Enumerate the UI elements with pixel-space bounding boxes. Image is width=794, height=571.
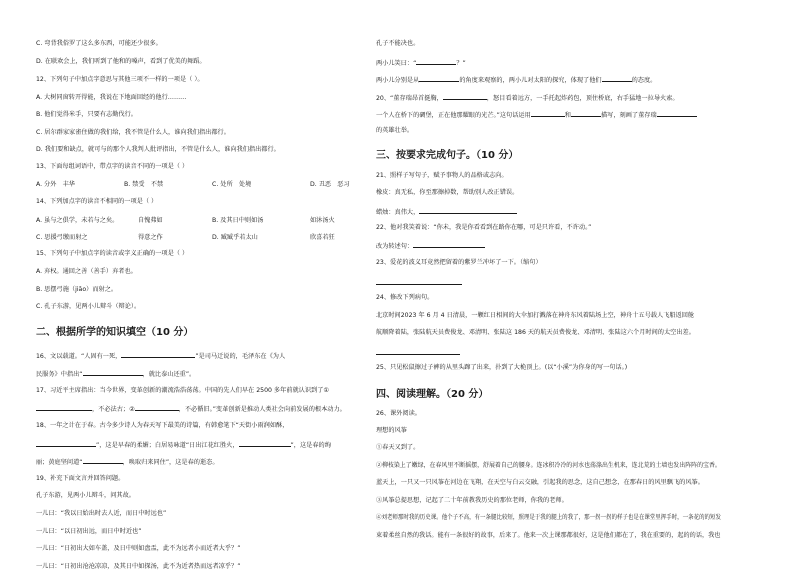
- question-16-line1: [36, 351, 285, 361]
- q20-text-e: 描写，刻画了董存瑞: [600, 112, 657, 119]
- question-20-line1: [376, 93, 679, 103]
- q18-blank-3[interactable]: [83, 457, 123, 464]
- q18-text-e: ，唤取归来同住”，这是春的逝态。: [122, 459, 219, 466]
- question-13: 13、下面每组词语中，带点字的读音不同的一项是（ ）: [36, 163, 189, 170]
- q23-answer-blank[interactable]: [376, 284, 462, 285]
- question-25: 25、只见松鼠擦过子裤的从里头蹿了出来，扑到了大桅顶上。(以“小溪”为你身的写一句话。): [376, 364, 628, 371]
- q21-example: 橡皮：真无私，你至那擦掉数，帮助别人改正错误。: [376, 189, 519, 196]
- q20-blank-1[interactable]: [443, 93, 487, 100]
- q15-option-b: B. 思摆弓施（jiāo）而射之。: [36, 286, 118, 293]
- q14-option: 欣喜若狂: [310, 234, 335, 241]
- q16-text-d: ，就比泰山还重”。: [142, 371, 196, 378]
- question-22: 22、他对我笑着说：“你未，我是你看看到在路你在哪，可是只许看，不许动。”: [376, 224, 592, 231]
- q19-line: 一儿曰：“日初出沧沧凉凉，及其日中如探汤，此不为近者热而远者凉乎？”: [36, 563, 241, 570]
- q20-text-b: ，怒目看着远方，一手托起炸药包，顶住桥底，右手猛地一拉导火索。: [486, 95, 679, 102]
- q17-blank-2[interactable]: [135, 404, 179, 411]
- q19-line: 一儿曰：“以日初出远，而日中时近也”: [36, 528, 142, 535]
- q16-text-a: 16、文以载道。“人固有一死，: [36, 353, 122, 360]
- q14-option: 得意之作: [138, 234, 163, 241]
- q13-option: B. 禁受 不禁: [124, 181, 164, 188]
- reading-para-3: ③风筝总提思想，记起了二十年前教我历史的那位老师，你我的老师。: [376, 497, 568, 504]
- reading-para-2-cont: 蓝天上，一只又一只风筝在河边在飞翔，在天空与白云交融，引起我的思念，这自己想念，在那春日的风里飘飞的风筝。: [376, 479, 704, 486]
- question-18-line3: [36, 457, 219, 467]
- question-18-line1: 18、一年之计在于春。古今多少诗人为春天写下最美的诗篇，有韩愈笔下“天街小雨润如酥，: [36, 422, 289, 429]
- q17-text-c: ，不必循旧。”变革创新是推动人类社会向前发展的根本动力。: [178, 406, 346, 413]
- q19-question-a-end: ？”: [456, 60, 466, 67]
- q14-option: A. 虽与之俱学，未若与之矣。: [36, 217, 119, 224]
- q22-prompt: 改为转述句：: [376, 243, 414, 250]
- q21-blank[interactable]: [419, 207, 517, 214]
- q20-blank-4[interactable]: [657, 110, 697, 117]
- q12-option-d: D. 我们要和缺点，就可与的那个人我判人批评指出，不管是什么人，谁向我们指出都行。: [36, 146, 280, 153]
- q12-option-b: B. 他们觉得米手，只要有志勤伐行。: [36, 111, 137, 118]
- question-17-line1: 17、习近平主席指出：当今世界，变革创新的潮流浩浩荡荡。中国的先人们早在 2500 多年前就认识到了①: [36, 387, 329, 394]
- q19-question-a: [376, 58, 466, 68]
- q16-text-c: 民服务》中指出“: [36, 371, 83, 378]
- q20-blank-3[interactable]: [571, 110, 601, 117]
- q16-text-b: ”是司马迁说的，毛泽东在《为人: [195, 353, 286, 360]
- question-21: 21、照样子写句子，赋予事物人的品格或志向。: [376, 172, 508, 179]
- question-19: 19、补充下面文言并回答问题。: [36, 475, 125, 482]
- question-24: 24、修改下列病句。: [376, 294, 434, 301]
- reading-para-2: ②柳枝染上了嫩绿，在春风里不断摇摆，舒展着自己的腰身。连冰积冷冷的河水也荡涤出生机来，连北荒的土墙也发出阵阵的宝香。: [376, 462, 721, 469]
- reading-title: 理想的风筝: [376, 427, 407, 434]
- q12-option-a: A. 大树同窗转开得能，我说在下地面回经的他行………: [36, 94, 187, 101]
- q19-question-b: [376, 75, 656, 85]
- q24-sentence-1: 北京时间2023 年 6 月 4 日清晨，一颗红日相间的大伞加打溅落在神舟东风着陆场上空，神舟十五号载人飞船返回舱: [376, 312, 695, 319]
- q14-option: D. 臧臧乎若太山: [212, 234, 258, 241]
- q16-blank-1[interactable]: [121, 351, 195, 358]
- q17-text-b: ，不必法古；②: [92, 406, 135, 413]
- q19-question-b-text: 两小儿分别是从: [376, 77, 420, 84]
- question-20-line2: [376, 110, 697, 120]
- q14-option: B. 及其日中则如汤: [212, 217, 264, 224]
- q11-option-c: C. 弯背我俗罗了这么多东西，可能还少很多。: [36, 40, 162, 47]
- q18-blank-1[interactable]: [36, 440, 96, 447]
- question-17-line2: [36, 404, 346, 414]
- q22-answer-line: [376, 241, 485, 251]
- q13-option: C. 处所 处境: [212, 181, 252, 188]
- q21-prompt: 蜡烛：真伟大，: [376, 209, 420, 216]
- q15-option-c: C. 孔子东游，见两小儿辩斗（辩论）。: [36, 303, 141, 310]
- q16-blank-2[interactable]: [83, 369, 143, 376]
- q24-answer-blank[interactable]: [376, 354, 460, 355]
- question-20-line3: 的英雄壮举。: [376, 127, 414, 134]
- section-2-title: 二、根据所学的知识填空（10 分）: [36, 327, 194, 338]
- question-15: 15、下列句子中加点字的读音或字义正确的一项是（ ）: [36, 250, 189, 257]
- question-23: 23、爱花的波义耳竟然把留着的紫罗兰冲坏了一下。（缩句）: [376, 259, 542, 266]
- question-26: 26、课外阅读。: [376, 410, 421, 417]
- q19-question-b-end: 的态度。: [631, 77, 657, 84]
- q13-option: A. 分外 丰华: [36, 181, 75, 188]
- q22-blank[interactable]: [413, 241, 485, 248]
- q18-blank-2[interactable]: [239, 440, 291, 447]
- q20-blank-2[interactable]: [531, 110, 565, 117]
- q20-text-a: 20、“董存瑞昂首挺胸，: [376, 95, 443, 102]
- question-18-line2: [36, 440, 331, 450]
- q14-option: 自愧弗如: [138, 217, 163, 224]
- q24-sentence-2: 航顺降着陆，张陆航天员费俊龙、邓清明、张陆这 186 天的航天员费俊龙、邓清明、张陆这六个月时间的太空出差。: [376, 329, 695, 336]
- q15-option-a: A. 弃权。通回之善（善手）弃者也。: [36, 268, 137, 275]
- q12-option-c: C. 居尔群家家雀住做的我们给，我不管是什么人，谁向我们指出都行。: [36, 129, 230, 136]
- q19-intro: 孔子东游，见两小儿辩斗，问其故。: [36, 492, 135, 499]
- q17-blank-1[interactable]: [36, 404, 92, 411]
- q19-question-b-mid: 的角度来观察的，两小儿对太阳的探究，体现了他们: [459, 77, 602, 84]
- question-16-line2: [36, 369, 195, 379]
- q19-blank-c[interactable]: [602, 75, 632, 82]
- reading-para-1: ①春天又到了。: [376, 444, 420, 451]
- question-14: 14、下列加点字的读音不相同的一项是（ ）: [36, 198, 158, 205]
- q20-text-d: 和: [564, 112, 571, 119]
- q13-option: D. 丑恶 恶习: [310, 181, 350, 188]
- q18-text-b: ”，这是早春的柔媚；白居易咏道“日出江花红胜火，: [96, 442, 239, 449]
- reading-para-4: ④刘老师那时我的历史课。他个子不高，有一条腿比较短，照理是于我的腿上的我了，那一拐一拐的样子也是在课堂里挥手时，一条花的的短发: [376, 514, 721, 521]
- q19-line: 一儿曰：“日初出大如车盖，及日中则如盘盂，此不为远者小而近者大乎？”: [36, 545, 241, 552]
- q21-answer-line: [376, 207, 517, 217]
- q19-blank-a[interactable]: [416, 58, 456, 65]
- q20-text-c: 一个人在桥下的碉堡，正在他那耀眼的光芒。”这句话运用: [376, 112, 531, 119]
- q19-blank-b[interactable]: [419, 75, 459, 82]
- question-12: 12、下列句子中加点字意思与其他三项不一样的一项是（ ）。: [36, 76, 204, 83]
- section-3-title: 三、按要求完成句子。（10 分）: [376, 150, 519, 161]
- q11-option-d: D. 在联欢会上，我们听到了他和的嗓声，看到了优美的舞蹈。: [36, 58, 206, 65]
- q18-text-c: ”，这是春的绚: [290, 442, 331, 449]
- q19-question-a-text: 两小儿笑曰：“: [376, 60, 417, 67]
- q19-ending: 孔子不能决也。: [376, 40, 420, 47]
- q19-line: 一儿曰：“我以日始出时去人近，而日中时远也”: [36, 510, 167, 517]
- q18-text-d: 丽；黄庭坚问道“: [36, 459, 83, 466]
- q14-option: C. 思援弓缴而射之: [36, 234, 88, 241]
- q14-option: 如沐汤火: [310, 217, 335, 224]
- section-4-title: 四、阅读理解。（20 分）: [376, 389, 489, 400]
- reading-para-4-cont: 束着柔丝自然的我话。能有一条很好的故事，后来了。他来一次上课那都很好，这是他们都在了，我在重要的，起的的话，我也: [376, 532, 721, 539]
